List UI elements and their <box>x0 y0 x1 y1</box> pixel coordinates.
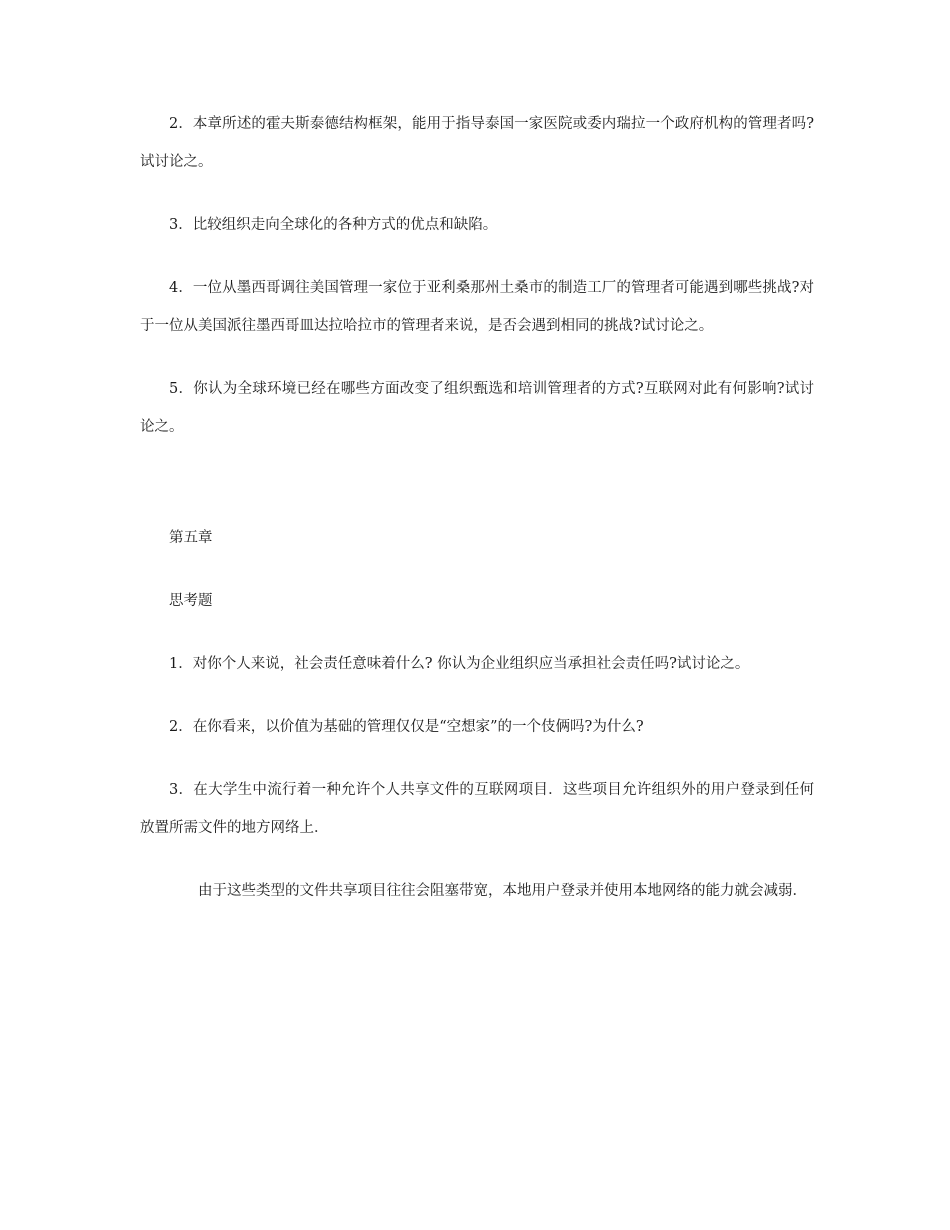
chapter5-question-1-paragraph: 1．对你个人来说，社会责任意味着什么? 你认为企业组织应当承担社会责任吗?试讨论之。 <box>169 656 750 672</box>
question-3-paragraph: 3．比较组织走向全球化的各种方式的优点和缺陷。 <box>169 217 498 233</box>
chapter5-question-3-continuation: 由于这些类型的文件共享项目往往会阻塞带宽，本地用户登录并使用本地网络的能力就会减弱． <box>198 883 807 899</box>
question-2-paragraph: 2．本章所述的霍夫斯泰德结构框架，能用于指导泰国一家医院或委内瑞拉一个政府机构的管理者吗?试讨论之。 <box>140 116 814 170</box>
chapter5-question-2-paragraph: 2．在你看来，以价值为基础的管理仅仅是“空想家”的一个伎俩吗?为什么? <box>169 719 644 735</box>
chapter-heading: 第五章 <box>169 530 213 546</box>
section-heading: 思考题 <box>169 593 213 609</box>
question-5-paragraph: 5．你认为全球环境已经在哪些方面改变了组织甄选和培训管理者的方式?互联网对此有何影响?试讨论之。 <box>140 381 814 435</box>
document-body <box>140 105 814 910</box>
question-4-paragraph: 4．一位从墨西哥调往美国管理一家位于亚利桑那州土桑市的制造工厂的管理者可能遇到哪些挑战?对于一位从美国派往墨西哥皿达拉哈拉市的管理者来说，是否会遇到相同的挑战?试讨论之。 <box>140 280 814 334</box>
chapter5-question-3-paragraph: 3．在大学生中流行着一种允许个人共享文件的互联网项目．这些项目允许组织外的用户登录到任何放置所需文件的地方网络上． <box>140 782 814 836</box>
